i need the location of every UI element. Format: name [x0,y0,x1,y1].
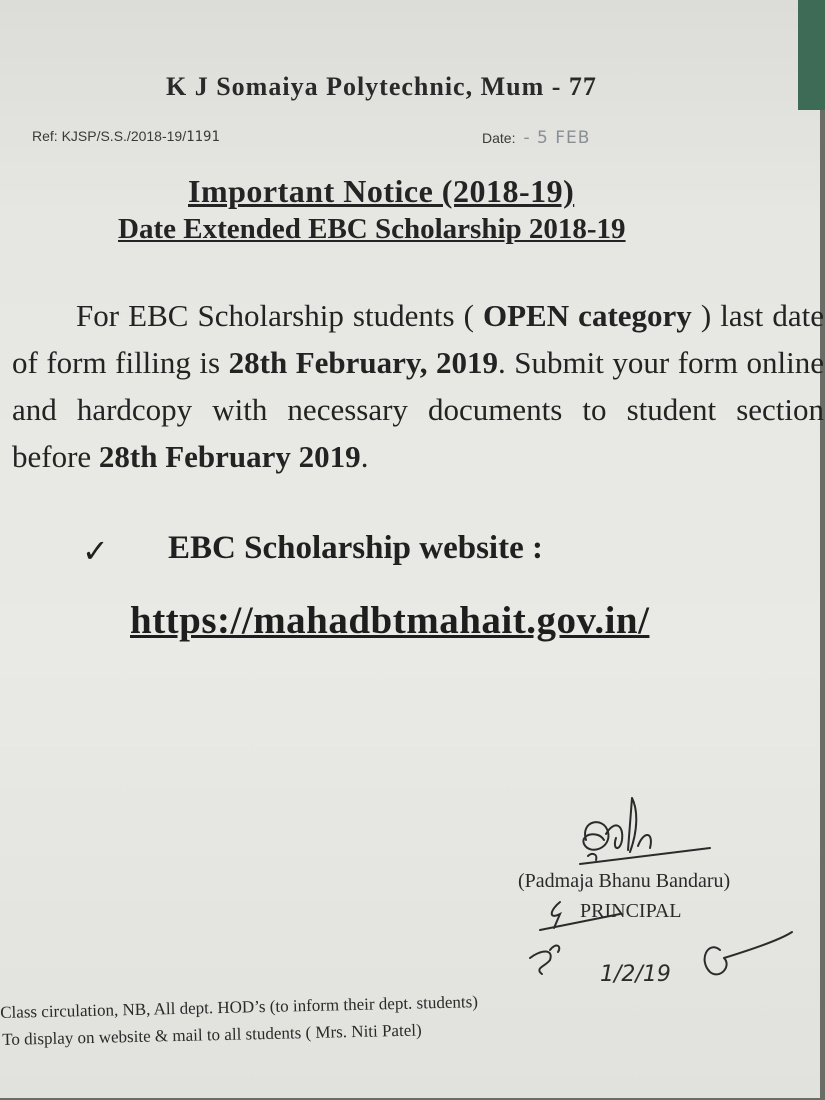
category-highlight: OPEN category [483,298,692,333]
deadline-highlight-1: 28th February, 2019 [228,345,498,380]
background-edge [798,0,825,110]
handwritten-date: 1/2/19 [600,962,671,987]
website-label: EBC Scholarship website : [168,530,543,566]
reference-number: 1191 [186,129,220,145]
notice-body [12,292,824,480]
signatory-title: PRINCIPAL [580,900,682,922]
body-text-2: ) last date of form filling is [12,298,824,380]
body-text-3: . Submit your form online and hardcopy with necessary documents to student section before [12,345,824,474]
date-stamp: - 5 FEB [523,128,591,148]
website-link[interactable]: https://mahadbtmahait.gov.in/ [130,599,650,642]
body-text-1: For EBC Scholarship students ( [76,298,483,333]
circulation-note: Class circulation, NB, All dept. HOD’s (to inform their dept. students) [0,992,479,1022]
body-text-4: . [360,439,369,474]
reference-line [32,128,220,145]
institute-name: K J Somaiya Polytechnic, Mum - 77 [166,72,597,101]
deadline-highlight-2: 28th February 2019 [98,439,361,474]
reference-label: Ref: KJSP/S.S./2018-19/ [32,128,187,144]
date-line [482,128,590,148]
date-label: Date: [482,130,516,146]
signatory-name: (Padmaja Bhanu Bandaru) [518,870,731,892]
display-note: To display on website & mail to all students ( Mrs. Niti Patel) [2,1020,422,1049]
notice-subtitle: Date Extended EBC Scholarship 2018-19 [118,213,626,245]
checkmark-icon: ✓ [82,532,109,570]
notice-title: Important Notice (2018-19) [188,173,575,209]
